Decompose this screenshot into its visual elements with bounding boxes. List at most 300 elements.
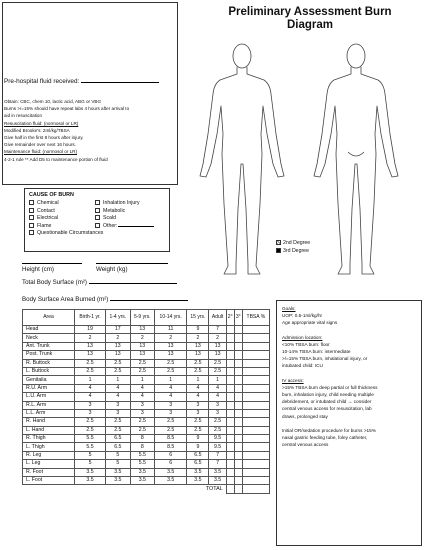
percent-cell: 2.5 — [209, 359, 226, 367]
area-cell: Post. Trunk — [23, 351, 75, 359]
checkbox-icon[interactable] — [29, 215, 34, 220]
area-cell: Ant. Trunk — [23, 342, 75, 350]
percent-cell: 2.5 — [75, 359, 106, 367]
table-row — [23, 477, 270, 485]
entry-cell[interactable] — [234, 351, 242, 359]
percent-cell: 1 — [155, 376, 187, 384]
entry-cell[interactable] — [242, 468, 269, 476]
entry-cell[interactable] — [226, 393, 234, 401]
table-row — [23, 384, 270, 392]
total-row — [23, 485, 270, 493]
dotted-swatch-icon — [276, 240, 281, 245]
weight-line[interactable] — [96, 263, 168, 264]
entry-cell[interactable] — [234, 409, 242, 417]
entry-cell[interactable] — [234, 342, 242, 350]
degree-legend — [276, 239, 310, 255]
entry-cell[interactable] — [226, 426, 234, 434]
area-cell: L. Foot — [23, 477, 75, 485]
height-field[interactable] — [22, 263, 82, 273]
entry-cell[interactable] — [226, 376, 234, 384]
entry-cell[interactable] — [226, 477, 234, 485]
goals-line: Goals: — [282, 306, 296, 311]
percent-cell: 11 — [155, 326, 187, 334]
fluid-orders-list — [4, 98, 174, 163]
area-cell: R.U. Arm — [23, 384, 75, 392]
cause-of-burn-title: CAUSE OF BURN — [29, 192, 74, 198]
percent-cell: 13 — [130, 326, 155, 334]
table-row — [23, 468, 270, 476]
percent-cell: 4 — [130, 384, 155, 392]
percent-cell: 5 — [75, 460, 106, 468]
entry-cell[interactable] — [242, 435, 269, 443]
percent-cell: 9 — [187, 326, 209, 334]
percent-cell: 2.5 — [106, 418, 131, 426]
percent-cell: 3 — [75, 401, 106, 409]
spacer — [282, 327, 416, 334]
tbsa-header-row — [23, 310, 270, 326]
order-line: Give half in the first 8 hours after injury. — [4, 135, 84, 141]
percent-cell: 8 — [130, 443, 155, 451]
goals-line: central venous access — [282, 442, 329, 448]
percent-cell: 13 — [106, 342, 131, 350]
checkbox-icon[interactable] — [95, 208, 100, 213]
area-cell: R. Foot — [23, 468, 75, 476]
cause-of-burn-options — [29, 200, 165, 236]
percent-cell: 4 — [106, 384, 131, 392]
prehospital-fluid-label: Pre-hospital fluid received: — [4, 78, 80, 85]
prehospital-fluid-field[interactable] — [4, 78, 159, 85]
percent-cell: 3.5 — [209, 468, 226, 476]
percent-cell: 2.5 — [155, 426, 187, 434]
cause-option-label: Chemical — [37, 200, 59, 206]
bsa-burned-label: Body Surface Area Burned (m²) — [22, 296, 109, 303]
goals-line: nasal gastric feeding tube, foley catheter, — [282, 435, 368, 441]
column-header: Birth-1 yr. — [75, 310, 106, 326]
percent-cell: 8.5 — [155, 435, 187, 443]
checkbox-icon[interactable] — [95, 215, 100, 220]
order-line: Give remainder over next 16 hours. — [4, 142, 77, 148]
percent-cell: 5.5 — [75, 443, 106, 451]
goals-line: draws, prolonged stay — [282, 413, 328, 419]
percent-cell: 2.5 — [209, 418, 226, 426]
column-header: 10-14 yrs. — [155, 310, 187, 326]
order-line: 4-2-1 rule ** Add D5 to maintenance portion of fluid — [4, 156, 108, 162]
spacer — [282, 370, 416, 377]
entry-cell[interactable] — [242, 334, 269, 342]
anterior-body-figure — [200, 44, 284, 274]
percent-cell: 19 — [75, 326, 106, 334]
area-cell: Head — [23, 326, 75, 334]
entry-cell[interactable] — [242, 367, 269, 375]
table-row — [23, 359, 270, 367]
entry-cell[interactable] — [226, 334, 234, 342]
percent-cell: 6.5 — [106, 443, 131, 451]
percent-cell: 2.5 — [187, 367, 209, 375]
percent-cell: 6.5 — [187, 460, 209, 468]
entry-cell[interactable] — [226, 418, 234, 426]
percent-cell: 5.5 — [75, 435, 106, 443]
table-row — [23, 401, 270, 409]
area-cell: R.L. Arm — [23, 401, 75, 409]
percent-cell: 2.5 — [130, 359, 155, 367]
entry-cell[interactable] — [226, 367, 234, 375]
percent-cell: 9 — [187, 435, 209, 443]
column-header: Adult — [209, 310, 226, 326]
goals-line: IV access: — [282, 377, 304, 383]
percent-cell: 5.5 — [130, 460, 155, 468]
table-row — [23, 418, 270, 426]
order-line: aid in resuscitation — [4, 113, 43, 119]
cause-option-label: Questionable Circumstances — [37, 230, 104, 236]
column-header: Area — [23, 310, 75, 326]
percent-cell: 3 — [155, 409, 187, 417]
percent-cell: 5 — [106, 460, 131, 468]
black-swatch-icon — [276, 248, 281, 253]
area-cell: R. Hand — [23, 418, 75, 426]
area-cell: Genitalia — [23, 376, 75, 384]
cause-option[interactable] — [29, 200, 95, 206]
entry-cell[interactable] — [234, 393, 242, 401]
area-cell: R. Buttock — [23, 359, 75, 367]
total-body-surface-label: Total Body Surface (m²) — [22, 279, 87, 286]
percent-cell: 3.5 — [209, 477, 226, 485]
area-cell: R. Thigh — [23, 435, 75, 443]
percent-cell: 1 — [130, 376, 155, 384]
cause-option[interactable] — [95, 223, 165, 229]
checkbox-icon[interactable] — [29, 200, 34, 205]
percent-cell: 2 — [155, 334, 187, 342]
entry-cell[interactable] — [242, 426, 269, 434]
percent-cell: 2.5 — [130, 367, 155, 375]
area-cell: L. Buttock — [23, 367, 75, 375]
entry-cell[interactable] — [234, 435, 242, 443]
entry-cell[interactable] — [242, 460, 269, 468]
percent-cell: 2.5 — [75, 367, 106, 375]
percent-cell: 4 — [209, 393, 226, 401]
percent-cell: 4 — [106, 393, 131, 401]
goals-line: intubated child: ICU — [282, 363, 323, 369]
entry-cell[interactable] — [242, 477, 269, 485]
percent-cell: 3.5 — [155, 477, 187, 485]
cause-option-label: Metabolic — [103, 207, 126, 214]
posterior-body-figure — [314, 44, 398, 274]
entry-cell[interactable] — [234, 367, 242, 375]
percent-cell: 13 — [187, 342, 209, 350]
percent-cell: 2.5 — [75, 426, 106, 434]
goals-line: Admission location: — [282, 334, 323, 340]
percent-cell: 3 — [130, 409, 155, 417]
entry-cell[interactable] — [242, 418, 269, 426]
percent-cell: 2 — [209, 334, 226, 342]
percent-cell: 4 — [130, 393, 155, 401]
percent-cell: 2.5 — [106, 359, 131, 367]
table-row — [23, 367, 270, 375]
percent-cell: 2.5 — [187, 426, 209, 434]
percent-cell: 13 — [75, 342, 106, 350]
entry-cell[interactable] — [226, 359, 234, 367]
percent-cell: 2.5 — [130, 426, 155, 434]
tbsa-table — [22, 309, 270, 494]
percent-cell: 9 — [187, 443, 209, 451]
percent-cell: 13 — [209, 342, 226, 350]
percent-cell: 3 — [187, 401, 209, 409]
percent-cell: 3 — [209, 409, 226, 417]
cause-option-questionable[interactable] — [29, 230, 165, 236]
percent-cell: 3 — [155, 401, 187, 409]
goals-line: >/=15% TBSA burn, inhalational injury, or — [282, 356, 368, 362]
entry-cell[interactable] — [242, 384, 269, 392]
percent-cell: 2.5 — [106, 367, 131, 375]
percent-cell: 1 — [209, 376, 226, 384]
order-line: Resuscitation fluid: (normosol or LR) — [4, 120, 79, 126]
percent-cell: 9.5 — [209, 443, 226, 451]
percent-cell: 6 — [155, 451, 187, 459]
total-body-surface-field[interactable] — [22, 279, 177, 286]
column-header: TBSA % — [242, 310, 269, 326]
bsa-burned-field[interactable] — [22, 296, 188, 303]
entry-cell[interactable] — [242, 351, 269, 359]
total-label: TOTAL — [205, 485, 223, 492]
percent-cell: 13 — [130, 351, 155, 359]
percent-cell: 2.5 — [106, 426, 131, 434]
percent-cell: 5 — [106, 451, 131, 459]
percent-cell: 4 — [155, 393, 187, 401]
entry-cell[interactable] — [226, 342, 234, 350]
column-header: 3° — [234, 310, 242, 326]
goals-line: 10-14% TBSA burn: intermediate — [282, 349, 351, 355]
goals-line: Age appropriate vital signs — [282, 320, 338, 326]
entry-cell[interactable] — [242, 342, 269, 350]
percent-cell: 3 — [106, 409, 131, 417]
entry-cell[interactable] — [226, 460, 234, 468]
percent-cell: 1 — [75, 376, 106, 384]
entry-cell[interactable] — [234, 334, 242, 342]
total-body-surface-line[interactable] — [89, 283, 177, 284]
checkbox-icon[interactable] — [95, 223, 100, 228]
spacer — [282, 420, 416, 427]
checkbox-icon[interactable] — [29, 208, 34, 213]
cause-option[interactable] — [29, 208, 95, 214]
percent-cell: 4 — [187, 384, 209, 392]
cause-option[interactable] — [29, 215, 95, 221]
percent-cell: 2 — [75, 334, 106, 342]
column-header: 1-4 yrs. — [106, 310, 131, 326]
height-label: Height (cm) — [22, 266, 54, 273]
area-cell: L.L. Arm — [23, 409, 75, 417]
entry-cell[interactable] — [234, 426, 242, 434]
percent-cell: 5.5 — [130, 451, 155, 459]
cause-option[interactable] — [95, 200, 165, 206]
percent-cell: 3.5 — [130, 468, 155, 476]
entry-cell[interactable] — [226, 326, 234, 334]
percent-cell: 6.5 — [106, 435, 131, 443]
percent-cell: 7 — [209, 326, 226, 334]
percent-cell: 13 — [155, 351, 187, 359]
percent-cell: 8 — [130, 435, 155, 443]
entry-cell[interactable] — [234, 401, 242, 409]
entry-cell[interactable] — [242, 326, 269, 334]
entry-cell[interactable] — [242, 451, 269, 459]
percent-cell: 13 — [130, 342, 155, 350]
entry-cell[interactable] — [242, 401, 269, 409]
area-cell: L.U. Arm — [23, 393, 75, 401]
checkbox-icon[interactable] — [95, 200, 100, 205]
percent-cell: 2.5 — [155, 367, 187, 375]
percent-cell: 3.5 — [75, 477, 106, 485]
entry-cell[interactable] — [234, 443, 242, 451]
checkbox-icon[interactable] — [29, 230, 34, 235]
area-cell: L. Hand — [23, 426, 75, 434]
percent-cell: 4 — [155, 384, 187, 392]
cause-option-label: Flame — [37, 222, 52, 229]
percent-cell: 3.5 — [187, 477, 209, 485]
table-row — [23, 443, 270, 451]
entry-cell[interactable] — [234, 477, 242, 485]
page-title: Preliminary Assessment Burn Diagram — [228, 6, 392, 31]
table-row — [23, 435, 270, 443]
percent-cell: 2.5 — [130, 418, 155, 426]
weight-field[interactable] — [96, 263, 168, 273]
percent-cell: 7 — [209, 451, 226, 459]
entry-cell[interactable] — [234, 384, 242, 392]
goals-line: central venous access for resuscitation, lab — [282, 406, 372, 412]
percent-cell: 1 — [106, 376, 131, 384]
percent-cell: 3 — [75, 409, 106, 417]
entry-cell[interactable] — [242, 393, 269, 401]
percent-cell: 2.5 — [155, 418, 187, 426]
percent-cell: 2.5 — [75, 418, 106, 426]
column-header: 15 yrs. — [187, 310, 209, 326]
percent-cell: 13 — [187, 351, 209, 359]
cause-option[interactable] — [95, 208, 165, 214]
order-line: Obtain: CBC, chem 10, lactic acid, ABG or VBG — [4, 99, 102, 104]
percent-cell: 3 — [130, 401, 155, 409]
legend-3rd-degree: 3rd Degree — [276, 247, 310, 255]
percent-cell: 3 — [187, 409, 209, 417]
percent-cell: 4 — [187, 393, 209, 401]
total-entry-cell[interactable] — [226, 485, 234, 493]
entry-cell[interactable] — [234, 468, 242, 476]
area-cell: R. Leg — [23, 451, 75, 459]
entry-cell[interactable] — [226, 401, 234, 409]
percent-cell: 2.5 — [187, 359, 209, 367]
entry-cell[interactable] — [234, 326, 242, 334]
table-row — [23, 426, 270, 434]
percent-cell: 2.5 — [187, 418, 209, 426]
goals-line: debridement, or intubated child → consider — [282, 399, 372, 405]
bsa-burned-line[interactable] — [110, 300, 188, 301]
cause-option[interactable] — [29, 223, 95, 229]
total-entry-cell[interactable] — [242, 485, 269, 493]
percent-cell: 8.5 — [155, 443, 187, 451]
area-cell: L. Leg — [23, 460, 75, 468]
table-row — [23, 393, 270, 401]
percent-cell: 13 — [209, 351, 226, 359]
percent-cell: 3.5 — [75, 468, 106, 476]
percent-cell: 3 — [106, 401, 131, 409]
percent-cell: 6 — [155, 460, 187, 468]
percent-cell: 3.5 — [106, 468, 131, 476]
height-line[interactable] — [22, 263, 82, 264]
percent-cell: 17 — [106, 326, 131, 334]
goals-line: UOP: 0.5-1ml/kg/hr — [282, 313, 323, 319]
goals-line: Initial OR/sedation procedure for burns >15% — [282, 427, 376, 433]
percent-cell: 13 — [75, 351, 106, 359]
percent-cell: 3.5 — [155, 468, 187, 476]
cause-option[interactable] — [95, 215, 165, 221]
entry-cell[interactable] — [226, 384, 234, 392]
percent-cell: 5 — [75, 451, 106, 459]
entry-cell[interactable] — [226, 443, 234, 451]
area-cell: Neck — [23, 334, 75, 342]
other-line[interactable] — [118, 226, 154, 227]
entry-cell[interactable] — [226, 468, 234, 476]
percent-cell: 3.5 — [130, 477, 155, 485]
column-header: 5-9 yrs. — [130, 310, 155, 326]
cause-option-label: Scald — [103, 215, 116, 221]
table-row — [23, 342, 270, 350]
goals-line: <10% TBSA burn: floor — [282, 341, 330, 347]
entry-cell[interactable] — [234, 418, 242, 426]
entry-cell[interactable] — [242, 376, 269, 384]
area-cell: L. Thigh — [23, 443, 75, 451]
percent-cell: 2.5 — [155, 359, 187, 367]
entry-cell[interactable] — [226, 451, 234, 459]
percent-cell: 2.5 — [209, 426, 226, 434]
table-row — [23, 409, 270, 417]
entry-cell[interactable] — [242, 359, 269, 367]
percent-cell: 2.5 — [209, 367, 226, 375]
percent-cell: 7 — [209, 460, 226, 468]
table-row — [23, 326, 270, 334]
percent-cell: 4 — [75, 384, 106, 392]
entry-cell[interactable] — [242, 443, 269, 451]
entry-cell[interactable] — [234, 376, 242, 384]
legend-2nd-degree: 2nd Degree — [276, 239, 310, 247]
cause-option-label: Electrical — [37, 215, 59, 221]
table-row — [23, 334, 270, 342]
entry-cell[interactable] — [226, 351, 234, 359]
percent-cell: 2 — [130, 334, 155, 342]
percent-cell: 3 — [209, 401, 226, 409]
table-row — [23, 460, 270, 468]
percent-cell: 4 — [209, 384, 226, 392]
percent-cell: 13 — [155, 342, 187, 350]
entry-cell[interactable] — [234, 460, 242, 468]
column-header: 2° — [226, 310, 234, 326]
weight-label: Weight (kg) — [96, 266, 128, 273]
entry-cell[interactable] — [234, 359, 242, 367]
percent-cell: 1 — [187, 376, 209, 384]
percent-cell: 9.5 — [209, 435, 226, 443]
cause-of-burn-box — [24, 188, 170, 252]
percent-cell: 3.5 — [106, 477, 131, 485]
checkbox-icon[interactable] — [29, 223, 34, 228]
goals-box — [276, 300, 422, 546]
order-line: Burns >/=15% should have repeat labs 4 hours after arrival to — [4, 106, 130, 112]
percent-cell: 4 — [75, 393, 106, 401]
entry-cell[interactable] — [226, 409, 234, 417]
entry-cell[interactable] — [242, 409, 269, 417]
percent-cell: 3.5 — [187, 468, 209, 476]
percent-cell: 6.5 — [187, 451, 209, 459]
cause-option-label: Inhalation Injury — [103, 200, 140, 206]
total-entry-cell[interactable] — [234, 485, 242, 493]
prehospital-fluid-line[interactable] — [81, 82, 159, 83]
entry-cell[interactable] — [234, 451, 242, 459]
entry-cell[interactable] — [226, 435, 234, 443]
table-row — [23, 351, 270, 359]
